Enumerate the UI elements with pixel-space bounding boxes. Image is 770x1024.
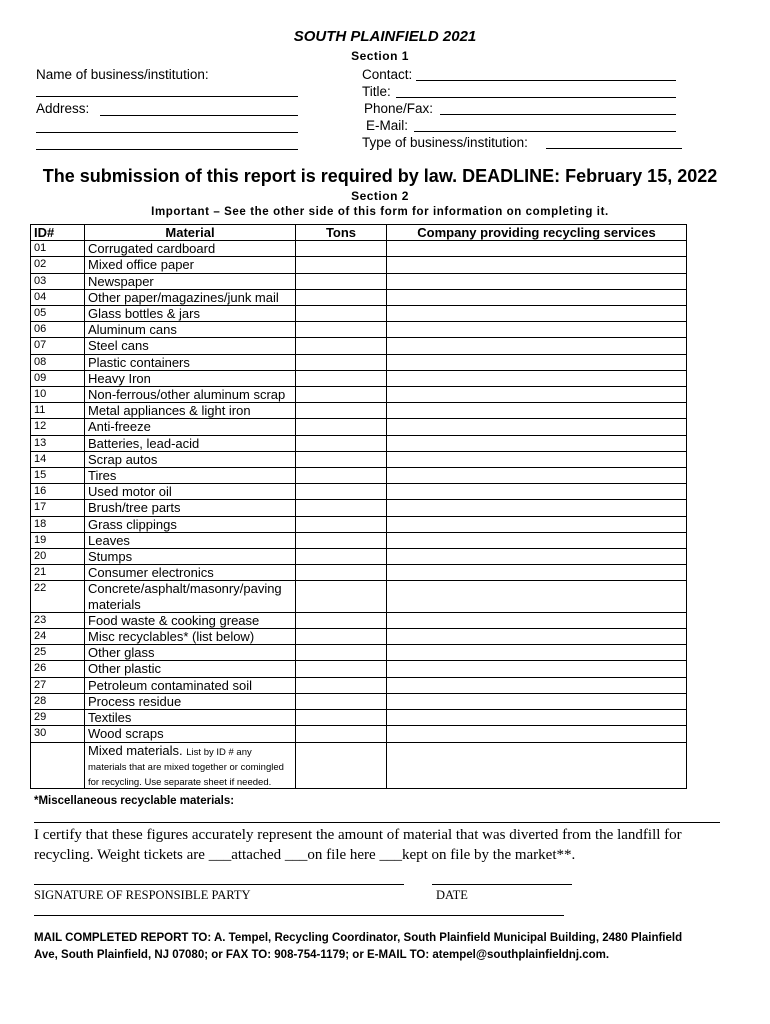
row-tons-cell[interactable] (296, 565, 387, 581)
row-company-cell[interactable] (387, 500, 687, 516)
header-tons: Tons (296, 225, 387, 241)
table-row (31, 516, 687, 532)
mixed-id-cell (31, 742, 85, 789)
row-tons-cell[interactable] (296, 484, 387, 500)
row-company-cell[interactable] (387, 322, 687, 338)
row-id: 24 (31, 629, 85, 645)
important-note: Important – See the other side of this form for information on completing it. (151, 206, 609, 218)
table-row (31, 257, 687, 273)
mixed-materials-row (31, 742, 687, 789)
row-material: Steel cans (85, 338, 296, 354)
row-tons-cell[interactable] (296, 581, 387, 612)
row-id: 07 (31, 338, 85, 354)
row-tons-cell[interactable] (296, 677, 387, 693)
row-tons-cell[interactable] (296, 306, 387, 322)
address-field[interactable] (100, 115, 298, 116)
row-material: Other paper/magazines/junk mail (85, 289, 296, 305)
section1-label: Section 1 (351, 49, 409, 63)
table-row (31, 289, 687, 305)
table-row (31, 532, 687, 548)
row-company-cell[interactable] (387, 612, 687, 628)
row-company-cell[interactable] (387, 693, 687, 709)
certification-line1: I certify that these figures accurately represent the amount of material that was diverted from the landfill for (34, 827, 682, 843)
row-material: Heavy Iron (85, 370, 296, 386)
header-material: Material (85, 225, 296, 241)
row-company-cell[interactable] (387, 241, 687, 257)
row-company-cell[interactable] (387, 565, 687, 581)
table-row (31, 306, 687, 322)
table-row (31, 693, 687, 709)
row-material: Food waste & cooking grease (85, 612, 296, 628)
certification-line2: recycling. Weight tickets are ___attached ___on file here ___kept on file by the market**. (34, 847, 576, 863)
row-company-cell[interactable] (387, 419, 687, 435)
table-row (31, 273, 687, 289)
row-tons-cell[interactable] (296, 403, 387, 419)
row-tons-cell[interactable] (296, 387, 387, 403)
table-row (31, 451, 687, 467)
row-material: Used motor oil (85, 484, 296, 500)
table-row (31, 726, 687, 742)
row-company-cell[interactable] (387, 726, 687, 742)
row-id: 08 (31, 354, 85, 370)
row-company-cell[interactable] (387, 338, 687, 354)
row-material: Textiles (85, 710, 296, 726)
table-row (31, 338, 687, 354)
mixed-tons-cell[interactable] (296, 742, 387, 789)
phone-label: Phone/Fax: (364, 101, 434, 116)
row-material: Corrugated cardboard (85, 241, 296, 257)
row-id: 26 (31, 661, 85, 677)
row-company-cell[interactable] (387, 370, 687, 386)
row-company-cell[interactable] (387, 645, 687, 661)
row-company-cell[interactable] (387, 468, 687, 484)
row-id: 20 (31, 549, 85, 565)
table-row (31, 322, 687, 338)
table-row (31, 403, 687, 419)
row-tons-cell[interactable] (296, 241, 387, 257)
row-company-cell[interactable] (387, 516, 687, 532)
row-tons-cell[interactable] (296, 289, 387, 305)
mail-instructions (34, 930, 734, 964)
row-id: 01 (31, 241, 85, 257)
row-company-cell[interactable] (387, 532, 687, 548)
business-name-field[interactable] (36, 96, 298, 97)
table-row (31, 710, 687, 726)
row-tons-cell[interactable] (296, 629, 387, 645)
row-material: Other glass (85, 645, 296, 661)
row-company-cell[interactable] (387, 451, 687, 467)
row-company-cell[interactable] (387, 257, 687, 273)
row-id: 09 (31, 370, 85, 386)
signature-label: SIGNATURE OF RESPONSIBLE PARTY (34, 888, 251, 902)
row-tons-cell[interactable] (296, 257, 387, 273)
table-row (31, 387, 687, 403)
row-material: Mixed office paper (85, 257, 296, 273)
table-row (31, 629, 687, 645)
email-field[interactable] (414, 131, 676, 132)
row-tons-cell[interactable] (296, 468, 387, 484)
row-company-cell[interactable] (387, 306, 687, 322)
row-company-cell[interactable] (387, 629, 687, 645)
row-tons-cell[interactable] (296, 500, 387, 516)
table-row (31, 419, 687, 435)
row-tons-cell[interactable] (296, 549, 387, 565)
form-title: SOUTH PLAINFIELD 2021 (293, 28, 477, 45)
row-material: Other plastic (85, 661, 296, 677)
row-id: 04 (31, 289, 85, 305)
row-id: 17 (31, 500, 85, 516)
table-row (31, 565, 687, 581)
email-label: E-Mail: (366, 118, 409, 133)
row-company-cell[interactable] (387, 549, 687, 565)
row-tons-cell[interactable] (296, 273, 387, 289)
table-row (31, 661, 687, 677)
row-id: 21 (31, 565, 85, 581)
printed-name-line[interactable] (34, 915, 564, 916)
row-tons-cell[interactable] (296, 322, 387, 338)
row-id: 16 (31, 484, 85, 500)
row-material: Batteries, lead-acid (85, 435, 296, 451)
row-material: Plastic containers (85, 354, 296, 370)
header-company: Company providing recycling services (387, 225, 687, 241)
date-line[interactable] (432, 884, 572, 885)
row-id: 06 (31, 322, 85, 338)
row-material: Tires (85, 468, 296, 484)
row-tons-cell[interactable] (296, 710, 387, 726)
address-field-line2[interactable] (36, 132, 298, 133)
row-tons-cell[interactable] (296, 419, 387, 435)
row-tons-cell[interactable] (296, 516, 387, 532)
row-id: 28 (31, 693, 85, 709)
business-type-label: Type of business/institution: (362, 135, 528, 150)
row-material: Aluminum cans (85, 322, 296, 338)
table-row (31, 484, 687, 500)
table-row (31, 500, 687, 516)
row-id: 05 (31, 306, 85, 322)
row-company-cell[interactable] (387, 387, 687, 403)
row-tons-cell[interactable] (296, 726, 387, 742)
table-row (31, 354, 687, 370)
row-company-cell[interactable] (387, 354, 687, 370)
row-id: 13 (31, 435, 85, 451)
row-id: 23 (31, 612, 85, 628)
row-tons-cell[interactable] (296, 645, 387, 661)
row-material: Concrete/asphalt/masonry/paving materials (85, 581, 296, 612)
row-company-cell[interactable] (387, 435, 687, 451)
row-company-cell[interactable] (387, 710, 687, 726)
date-label: DATE (436, 888, 468, 902)
row-id: 30 (31, 726, 85, 742)
header-id: ID# (31, 225, 85, 241)
certification-text (34, 825, 724, 865)
table-row (31, 370, 687, 386)
row-tons-cell[interactable] (296, 532, 387, 548)
row-tons-cell[interactable] (296, 435, 387, 451)
row-tons-cell[interactable] (296, 370, 387, 386)
table-row (31, 581, 687, 612)
table-row (31, 241, 687, 257)
table-row (31, 435, 687, 451)
contact-field[interactable] (416, 80, 676, 81)
row-id: 27 (31, 677, 85, 693)
row-tons-cell[interactable] (296, 354, 387, 370)
row-id: 18 (31, 516, 85, 532)
row-company-cell[interactable] (387, 581, 687, 612)
row-material: Wood scraps (85, 726, 296, 742)
row-material: Grass clippings (85, 516, 296, 532)
mixed-materials-label: Mixed materials. (88, 742, 183, 758)
row-company-cell[interactable] (387, 677, 687, 693)
materials-table (30, 224, 687, 789)
row-material: Metal appliances & light iron (85, 403, 296, 419)
row-company-cell[interactable] (387, 403, 687, 419)
mixed-company-cell[interactable] (387, 742, 687, 789)
row-tons-cell[interactable] (296, 612, 387, 628)
mixed-materials-note: List by ID # any materials that are mixed together or comingled for recycling. Use separate sheet if needed. (88, 746, 284, 788)
section2-label: Section 2 (351, 189, 409, 203)
row-material: Leaves (85, 532, 296, 548)
row-id: 12 (31, 419, 85, 435)
row-id: 19 (31, 532, 85, 548)
table-row (31, 468, 687, 484)
table-row (31, 612, 687, 628)
row-tons-cell[interactable] (296, 693, 387, 709)
row-company-cell[interactable] (387, 289, 687, 305)
address-field-line3[interactable] (36, 149, 298, 150)
row-material: Newspaper (85, 273, 296, 289)
row-id: 11 (31, 403, 85, 419)
address-label: Address: (36, 101, 90, 116)
table-row (31, 677, 687, 693)
mail-line1: MAIL COMPLETED REPORT TO: A. Tempel, Recycling Coordinator, South Plainfield Municipal Building, 2480 Plainfield (34, 932, 683, 944)
business-type-field[interactable] (546, 148, 682, 149)
table-header-row (31, 225, 687, 241)
mail-line2: Ave, South Plainfield, NJ 07080; or FAX TO: 908-754-1179; or E-MAIL TO: atempel@southplainfieldnj.com. (34, 949, 610, 961)
row-tons-cell[interactable] (296, 338, 387, 354)
table-row (31, 645, 687, 661)
row-company-cell[interactable] (387, 273, 687, 289)
row-material: Consumer electronics (85, 565, 296, 581)
misc-materials-line[interactable] (34, 822, 720, 823)
row-material: Process residue (85, 693, 296, 709)
contact-label: Contact: (362, 67, 413, 82)
table-row (31, 549, 687, 565)
row-material: Brush/tree parts (85, 500, 296, 516)
row-material: Stumps (85, 549, 296, 565)
row-id: 02 (31, 257, 85, 273)
row-id: 14 (31, 451, 85, 467)
row-material: Glass bottles & jars (85, 306, 296, 322)
row-company-cell[interactable] (387, 484, 687, 500)
mixed-material-cell (85, 742, 296, 789)
title-label: Title: (362, 84, 391, 99)
row-id: 25 (31, 645, 85, 661)
title-field[interactable] (396, 97, 676, 98)
row-tons-cell[interactable] (296, 451, 387, 467)
row-material: Scrap autos (85, 451, 296, 467)
business-name-label: Name of business/institution: (36, 67, 209, 82)
misc-materials-label: *Miscellaneous recyclable materials: (34, 795, 235, 807)
row-id: 29 (31, 710, 85, 726)
row-tons-cell[interactable] (296, 661, 387, 677)
row-id: 22 (31, 581, 85, 612)
row-company-cell[interactable] (387, 661, 687, 677)
phone-field[interactable] (440, 114, 676, 115)
row-material: Non-ferrous/other aluminum scrap (85, 387, 296, 403)
row-material: Misc recyclables* (list below) (85, 629, 296, 645)
row-id: 10 (31, 387, 85, 403)
row-id: 15 (31, 468, 85, 484)
row-id: 03 (31, 273, 85, 289)
signature-line[interactable] (34, 884, 404, 885)
row-material: Anti-freeze (85, 419, 296, 435)
law-notice: The submission of this report is required by law. DEADLINE: February 15, 2022 (42, 166, 718, 186)
row-material: Petroleum contaminated soil (85, 677, 296, 693)
